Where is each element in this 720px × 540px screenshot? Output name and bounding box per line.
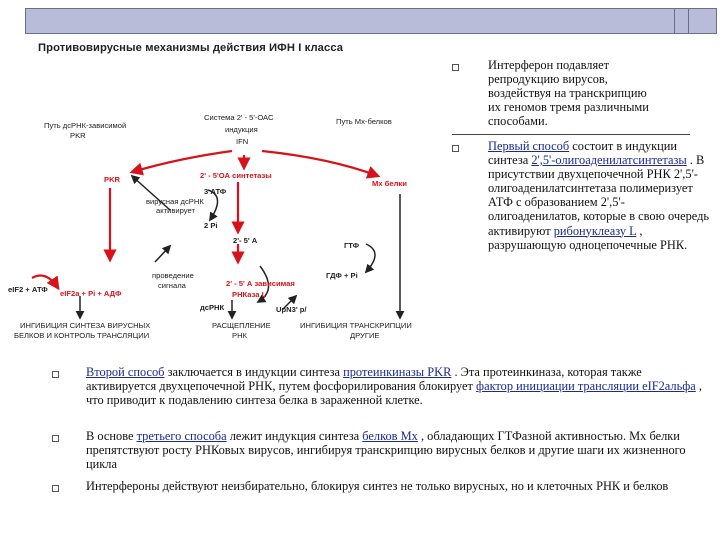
- label-dsrna: дсРНК: [200, 303, 225, 312]
- right-item-first-method: [488, 139, 713, 252]
- text-segment: , что приводит к подавлению синтеза белка в зараженной клетке.: [86, 379, 702, 408]
- divider: [452, 134, 690, 135]
- text-line: их геномов тремя различными: [488, 100, 649, 115]
- link-rnase-l[interactable]: рибонуклеазу L: [553, 223, 637, 238]
- label-ifn: IFN: [236, 137, 249, 146]
- label-atp3: 3 АТФ: [204, 187, 227, 196]
- label-mx-proteins: Мх белки: [372, 179, 407, 188]
- label-rnase-l-1: 2' - 5' А зависимая: [226, 279, 295, 288]
- label-viral-rna-2: активирует: [156, 206, 195, 215]
- link-oas[interactable]: 2',5'-олигоаденилатсинтетазы: [531, 153, 687, 168]
- text-segment: заключается в индукции синтеза: [164, 365, 344, 379]
- label-inhibit-transcription-2: ДРУГИЕ: [350, 331, 380, 340]
- label-signal-1: проведение: [152, 271, 194, 280]
- link-first-method[interactable]: Первый способ: [488, 139, 570, 153]
- text-segment: лежит индукция синтеза: [226, 429, 363, 443]
- text-segment: состоит в индукции синтеза: [488, 139, 678, 168]
- label-induction: индукция: [225, 125, 258, 134]
- label-viral-rna-1: вирусная дсРНК: [146, 197, 204, 206]
- arc-signal: [155, 246, 170, 262]
- label-signal-2: сигнала: [158, 281, 186, 290]
- text-line: способами.: [488, 114, 548, 129]
- text-line: репродукцию вирусов,: [488, 72, 608, 87]
- text-segment: Интерфероны действуют неизбирательно, блокируя синтез не только вирусных, но и клеточных РНК и белков: [86, 479, 669, 493]
- arc-gtp: [366, 244, 375, 272]
- bullet-icon: [52, 435, 59, 442]
- label-oa-2-5: 2'- 5' А: [233, 236, 258, 245]
- label-eif2a: eIF2a + Pi + АДФ: [60, 289, 122, 298]
- label-cleavage-2: РНК: [232, 331, 247, 340]
- label-system-oas: Система 2' - 5'-ОАС: [204, 113, 274, 122]
- label-gtp: ГТФ: [344, 241, 360, 250]
- link-eif2a[interactable]: фактор инициации трансляции eIF2альфа: [476, 379, 696, 394]
- text-segment: . В присутствии двухцепочечной РНК 2',5'-олигоаденилатсинтетаза полимеризует АТФ с образованием 2',5'-олигоаденилатов, которые в свою очередь активируют: [488, 153, 710, 238]
- label-path-pkr-1: Путь дсРНК-зависимой: [44, 121, 127, 130]
- label-path-pkr-2: PKR: [70, 131, 86, 140]
- label-path-mx: Путь Мх-белков: [336, 117, 392, 126]
- bottom-item-second-method: [86, 365, 712, 407]
- text-segment: В основе: [86, 429, 137, 443]
- label-inhibit-transcription-1: ИНГИБИЦИЯ ТРАНСКРИПЦИИ: [300, 321, 412, 330]
- text-segment: , обладающих ГТФазной активностью. Mx белки препятствуют росту РНКовых вирусов, ингибируя транскрипцию вирусных белков и другие шаги их жизненного цикла: [86, 429, 686, 472]
- label-oas-synthetase: 2' - 5'ОА синтетазы: [200, 171, 272, 180]
- link-third-method[interactable]: третьего способа: [136, 429, 227, 443]
- label-cleavage-1: РАСЩЕПЛЕНИЕ: [212, 321, 271, 330]
- label-inhibit-protein-1: ИНГИБИЦИЯ СИНТЕЗА ВИРУСНЫХ: [20, 321, 151, 330]
- label-rnase-l-2: РНКаза L: [232, 290, 267, 299]
- text-line: воздействуя на транскрипцию: [488, 86, 647, 101]
- bullet-icon: [52, 371, 59, 378]
- text-segment: , разрушающую одноцепочечные РНК.: [488, 223, 688, 252]
- bullet-icon: [452, 145, 459, 152]
- text-segment: . Эта протеинкиназа, которая также активируется двухцепочечной РНК, путем фосфорилирования блокирует: [86, 365, 642, 394]
- text-line: Интерферон подавляет: [488, 58, 610, 72]
- bottom-item-nonselective: [86, 479, 712, 493]
- right-item-intro: [488, 58, 713, 128]
- link-mx-proteins[interactable]: белков Mx: [362, 429, 418, 443]
- diagram-title: Противовирусные механизмы действия ИФН I класса: [38, 42, 344, 54]
- label-eif2: eIF2 + АТФ: [8, 285, 48, 294]
- bullet-icon: [452, 64, 459, 71]
- link-pkr[interactable]: протеинкиназы PKR: [343, 365, 452, 379]
- link-second-method[interactable]: Второй способ: [86, 365, 165, 379]
- label-pi2: 2 Pi: [204, 221, 218, 230]
- arrow-ifn-pkr: [132, 151, 232, 172]
- bullet-icon: [52, 485, 59, 492]
- label-inhibit-protein-2: БЕЛКОВ И КОНТРОЛЬ ТРАНСЛЯЦИИ: [14, 331, 150, 340]
- label-gdp-pi: ГДФ + Pi: [326, 271, 358, 280]
- label-pkr: PKR: [104, 175, 121, 184]
- bottom-item-third-method: [86, 429, 712, 471]
- label-upn3: UpN3' p/: [276, 305, 307, 314]
- arrow-ifn-mx: [262, 151, 378, 176]
